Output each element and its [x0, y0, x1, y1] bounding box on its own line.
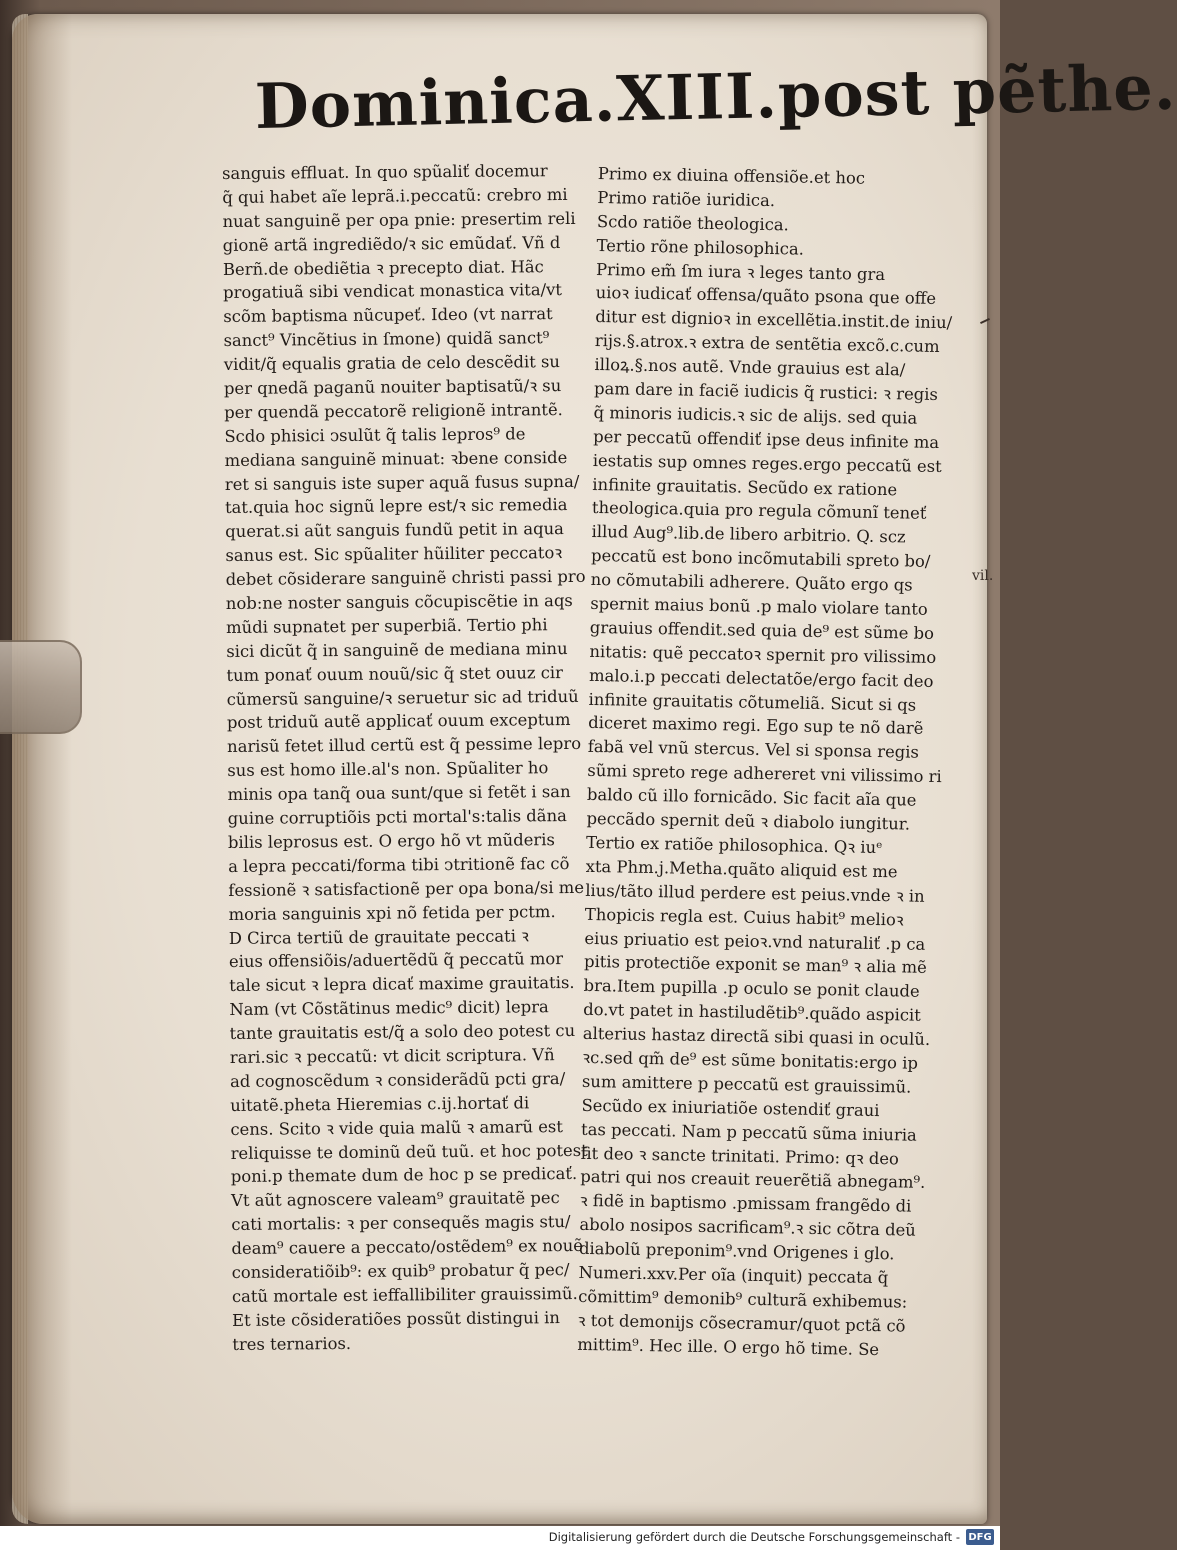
text-line: debet cõsiderare sanguinẽ christi passi pro [225, 566, 586, 590]
text-line: Secũdo ex iniuriatiõe ostendiť graui [581, 1095, 880, 1120]
text-line: Thopicis regla est. Cuius habit⁹ melioꝛ [584, 904, 904, 930]
text-line: sus est homo ille.al's non. Spũaliter ho [227, 758, 549, 781]
text-line: mediana sanguinẽ minuat: ꝛbene conside [224, 447, 568, 470]
text-line: deam⁹ cauere a peccato/ostẽdem⁹ ex nouẽ [231, 1235, 584, 1259]
text-line: eius offensiõis/aduertẽdũ q̃ peccatũ mor [228, 949, 564, 972]
text-line: sum amittere p peccatũ est grauissimũ. [581, 1071, 912, 1097]
text-line: post triduũ autẽ applicať ouum exceptum [226, 710, 571, 733]
text-line: mũdi supnatet per superbiã. Tertio phi [225, 615, 548, 637]
text-line: q̃ qui habet aĩe leprã.i.peccatũ: crebro mi [222, 184, 568, 207]
text-line: pitis protectiõe exponit se man⁹ ꝛ alia mẽ [583, 952, 927, 978]
text-line: nitatis: quẽ peccatoꝛ spernit pro vilissimo [589, 641, 937, 667]
text-line: cati mortalis: ꝛ per consequẽs magis stu/ [231, 1212, 571, 1235]
text-line: poni.p themate dum de hoc p se predicať. [230, 1164, 578, 1187]
text-line: fit deo ꝛ sancte trinitati. Primo: qꝛ deo [580, 1143, 900, 1168]
text-line: vidit/q̃ equalis gratia de celo descẽdit su [223, 352, 561, 375]
text-line: Primo em̃ ſm iura ꝛ leges tanto gra [595, 259, 886, 284]
text-line: tale sicut ꝛ lepra dicať maxime grauitatis. [229, 973, 575, 996]
text-line: catũ mortale est ieffallibiliter grauissimũ. [231, 1283, 578, 1306]
text-line: nuat sanguinẽ per opa pnie: presertim reli [222, 208, 576, 231]
text-line: diabolũ preponim⁹.vnd Origenes i glo. [578, 1238, 895, 1264]
left-text-column [222, 159, 607, 1357]
text-line: rari.sic ꝛ peccatũ: vt dicit scriptura. Vñ [229, 1045, 555, 1067]
text-line: Scdo ratiõe theologica. [596, 211, 790, 235]
footer-bar [0, 1526, 1000, 1550]
text-line: ret si sanguis iste super aquã fusus supna/ [224, 471, 580, 494]
text-line: sanct⁹ Vincẽtius in ſmone) quidã sanct⁹ [223, 328, 550, 351]
text-line: sici dicũt q̃ in sanguinẽ de mediana minu [226, 638, 568, 661]
text-line: ditur est dignioꝛ in excellẽtia.instit.de iniu/ [595, 307, 953, 333]
text-line: Tertio ex ratiõe philosophica. Qꝛ iuᵉ [585, 832, 883, 858]
book-clasp-icon [0, 640, 82, 734]
text-line: illoꝝ.§.nos autẽ. Vnde grauius est ala/ [594, 355, 906, 380]
text-line: peccãdo spernit deũ ꝛ diabolo iungitur. [586, 808, 911, 834]
text-line: Numeri.xxv.Per oĩa (inquit) peccata q̃ [578, 1262, 889, 1288]
text-line: guine corruptiõis pcti mortal's:talis dãna [227, 806, 567, 829]
binding-gutter [12, 14, 72, 1524]
text-line: tas peccati. Nam p peccatũ sũma iniuria [580, 1119, 917, 1145]
text-line: tum ponať ouum nouũ/sic q̃ stet ouuz cir [226, 662, 564, 685]
text-line: sanus est. Sic spũaliter hũiliter peccatoꝛ [225, 543, 563, 566]
text-line: pam dare in faciẽ iudicis q̃ rustici: ꝛ regis [593, 378, 939, 404]
text-line: spernit maius bonũ .p malo violare tanto [590, 593, 928, 619]
text-line: eius priuatio est peioꝛ.vnd naturaliť .p ca [584, 928, 926, 954]
text-line: malo.i.p peccati delectatõe/ergo facit deo [588, 665, 934, 691]
text-line: uitatẽ.pheta Hieremias c.ij.hortať di [230, 1093, 530, 1115]
text-line: abolo nosipos sacrificam⁹.ꝛ sic cõtra deũ [579, 1215, 916, 1240]
text-line: cũmersũ sanguine/ꝛ seruetur sic ad triduũ [226, 686, 579, 709]
text-line: patri qui nos creauit reuerẽtiã abnegam⁹. [580, 1167, 926, 1193]
text-line: Vt aũt agnoscere valeam⁹ grauitatẽ pec [230, 1188, 560, 1211]
text-line: Nam (vt Cõstãtinus medic⁹ dicit) lepra [229, 997, 549, 1020]
text-line: peccatũ est bono incõmutabili spreto bo/ [590, 546, 931, 572]
text-line: baldo cũ illo fornicãdo. Sic facit aĩa que [586, 785, 917, 810]
text-line: per qnedã paganũ nouiter baptisatũ/ꝛ su [223, 376, 562, 399]
text-line: alterius hastaz directã sibi quasi in oculũ. [582, 1023, 931, 1049]
text-line: Tertio rõne philosophica. [596, 235, 805, 259]
text-line: scõm baptisma nũcupeť. Ideo (vt narrat [223, 304, 553, 327]
text-line: fabã vel vnũ stercus. Vel si sponsa regis [587, 737, 920, 763]
text-line: xta Phm.j.Metha.quãto aliquid est me [585, 856, 898, 882]
text-line: D Circa tertiũ de grauitate peccati ꝛ [228, 925, 529, 948]
running-head: Dominica.XIII.post pẽthe. [254, 50, 1177, 143]
text-line: reliquisse te dominũ deũ tuũ. et hoc potest [230, 1140, 588, 1163]
text-line: cens. Scito ꝛ vide quia malũ ꝛ amarũ est [230, 1116, 563, 1139]
text-line: q̃ minoris iudicis.ꝛ sic de alijs. sed quia [593, 402, 918, 428]
text-line: lius/tãto illud perdere est peius.vnde ꝛ in [585, 880, 925, 906]
margin-annotation: vil. [972, 568, 994, 584]
text-line: Primo ratiõe iuridica. [597, 187, 776, 210]
text-line: querat.si aũt sanguis fundũ petit in aqua [225, 519, 564, 542]
text-line: infinite grauitatis. Secũdo ex ratione [592, 474, 898, 499]
text-line: a lepra peccati/forma tibi ↄtritionẽ fac cõ [228, 853, 570, 876]
text-line: gionẽ artã ingrediẽdo/ꝛ sic emũdať. Vñ d [222, 232, 561, 255]
text-line: iestatis sup omnes reges.ergo peccatũ est [592, 450, 942, 476]
text-line: moria sanguinis xpi nõ fetida per pctm. [228, 901, 556, 924]
text-line: ꝛ tot demonijs cõsecramur/quot pctã cõ [577, 1310, 906, 1336]
text-line: minis opa tanq̃ oua sunt/que si fetẽt i san [227, 782, 571, 805]
text-line: consideratiõib⁹: ex quib⁹ probatur q̃ pec/ [231, 1259, 570, 1282]
text-line: ꝛc.sed qm̃ de⁹ est sũme bonitatis:ergo ip [582, 1047, 919, 1073]
text-line: tat.quia hoc signũ lepre est/ꝛ sic remedia [224, 495, 568, 518]
footer-credit: Digitalisierung gefördert durch die Deutsche Forschungsgemeinschaft - [548, 1530, 960, 1544]
text-line: uioꝛ iudicať offensa/quãto psona que offe [595, 283, 937, 309]
text-line: rijs.§.atrox.ꝛ extra de sentẽtia excõ.c.cum [594, 331, 940, 357]
text-line: Scdo phisici ↄsulũt q̃ talis lepros⁹ de [224, 424, 526, 446]
text-line: cõmittim⁹ demonib⁹ culturã exhibemus: [578, 1286, 908, 1312]
right-text-column [577, 162, 968, 1363]
text-line: grauius offendit.sed quia de⁹ est sũme bo [589, 617, 935, 643]
text-line: per quendã peccatorẽ religionẽ intrantẽ. [224, 399, 563, 422]
text-line: diceret maximo regi. Ego sup te nõ darẽ [588, 713, 924, 739]
text-line: progatiuã sibi vendicat monastica vita/vt [223, 280, 563, 303]
text-line: no cõmutabili adherere. Quãto ergo qs [590, 570, 913, 595]
text-line: Berñ.de obediẽtia ꝛ precepto diat. Hãc [222, 256, 544, 279]
text-line: ad cognoscẽdum ꝛ considerãdũ pcti gra/ [229, 1068, 566, 1091]
text-line: fessionẽ ꝛ satisfactionẽ per opa bona/si me [228, 877, 585, 900]
text-line: Et iste cõsideratiões possũt distingui in [232, 1307, 560, 1330]
text-line: narisũ fetet illud certũ est q̃ pessime lepro [227, 734, 582, 757]
text-line: do.vt patet in hastiludẽtib⁹.quãdo aspicit [583, 1000, 922, 1025]
text-line: illud Aug⁹.lib.de libero arbitrio. Q. scz [591, 522, 906, 547]
text-line: sanguis effluat. In quo spũaliť docemur [222, 161, 548, 183]
text-line: infinite grauitatis cõtumeliã. Sicut si qs [588, 689, 917, 715]
text-line: bra.Item pupilla .p oculo se ponit claude [583, 976, 920, 1002]
text-line: nob:ne noster sanguis cõcupiscẽtie in aqs [225, 590, 573, 614]
text-line: theologica.quia pro regula cõmunĩ teneť [591, 498, 927, 524]
text-line: sũmi spreto rege adhereret vni vilissimo ri [587, 761, 942, 787]
text-line: tante grauitatis est/q̃ a solo deo potest cu [229, 1021, 576, 1044]
text-line: tres ternarios. [232, 1333, 352, 1354]
dfg-logo-icon: DFG [966, 1529, 994, 1545]
text-line: mittim⁹. Hec ille. O ergo hõ time. Se [577, 1334, 880, 1359]
text-line: bilis leprosus est. O ergo hõ vt mũderis [227, 830, 555, 852]
text-line: per peccatũ offendiť ipse deus infinite ma [593, 426, 940, 452]
text-line: ꝛ fidẽ in baptismo .pmissam frangẽdo di [579, 1191, 912, 1216]
text-line: Primo ex diuina offensiõe.et hoc [597, 163, 866, 188]
